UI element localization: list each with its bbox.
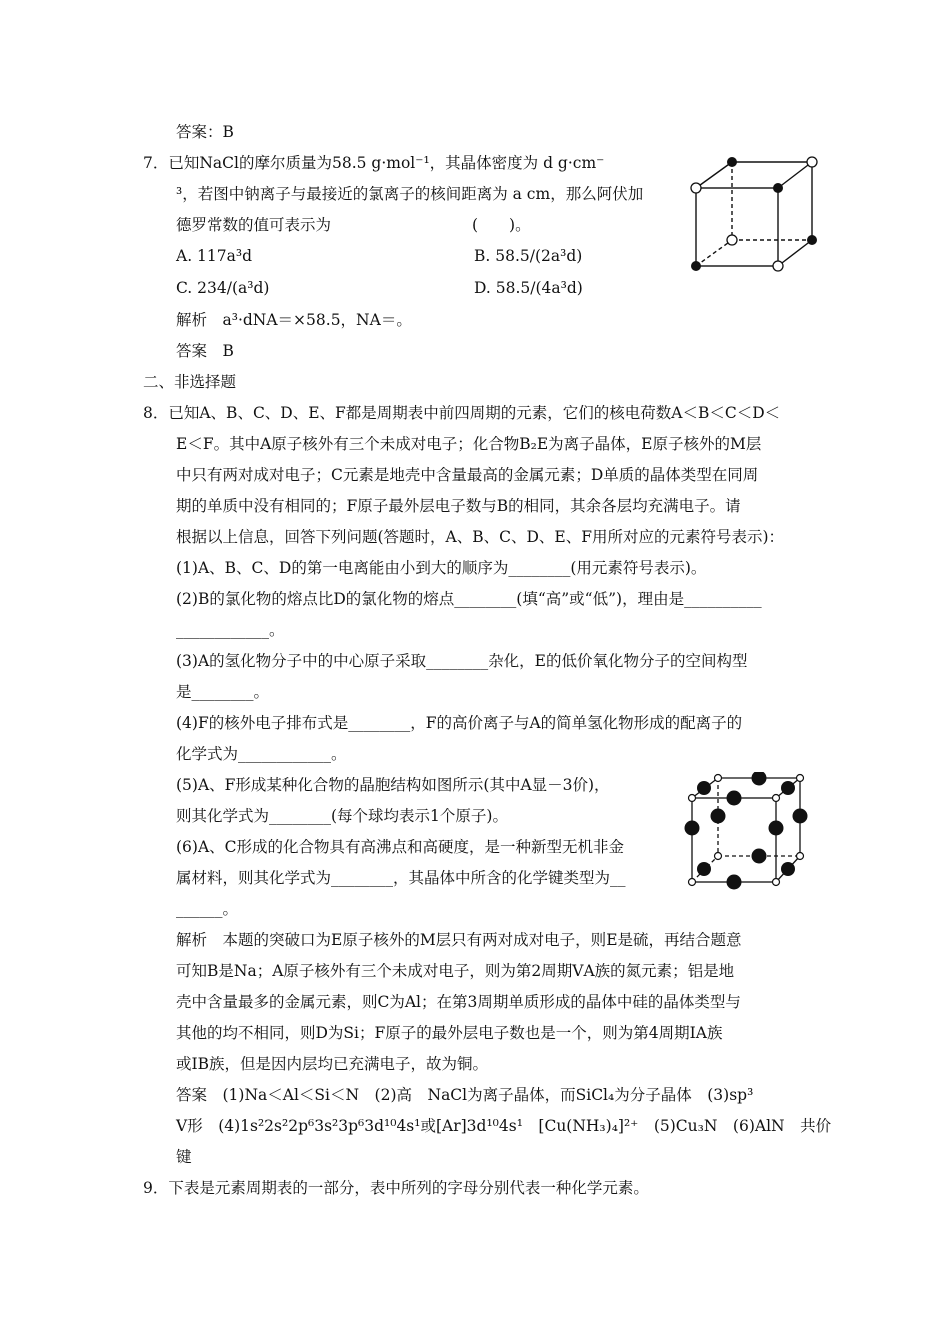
edge-atom bbox=[727, 791, 742, 806]
edge-atom bbox=[711, 809, 726, 824]
q8-analysis-line: 壳中含量最多的金属元素，则C为Al；在第3周期单质形成的晶体中硅的晶体类型与 bbox=[176, 993, 741, 1011]
q8-part5: (5)A、F形成某种化合物的晶胞结构如图所示(其中A显－3价)， bbox=[176, 776, 610, 794]
q8-answer-line: V形 (4)1s²2s²2p⁶3s²3p⁶3d¹⁰4s¹或[Ar]3d¹⁰4s¹ [Cu(NH₃)₄]²⁺ (5)Cu₃N (6)AlN 共价 bbox=[176, 1117, 832, 1135]
edge-atom bbox=[752, 849, 767, 864]
q8-intro-line: 根据以上信息，回答下列问题(答题时，A、B、C、D、E、F用所对应的元素符号表示)： bbox=[176, 528, 785, 546]
q8-intro-line: E＜F。其中A原子核外有三个未成对电子；化合物B₂E为离子晶体，E原子核外的M层 bbox=[176, 435, 762, 453]
edge-atom bbox=[752, 772, 767, 786]
corner-atom bbox=[797, 775, 804, 782]
q8-part5-cont: 则其化学式为________(每个球均表示1个原子)。 bbox=[176, 807, 508, 825]
q8-part1: (1)A、B、C、D的第一电离能由小到大的顺序为________(用元素符号表示)。 bbox=[176, 559, 707, 577]
q8-part6: (6)A、C形成的化合物具有高沸点和高硬度，是一种新型无机非金 bbox=[176, 838, 625, 856]
corner-atom bbox=[689, 879, 696, 886]
q8-analysis-line: 可知B是Na；A原子核外有三个未成对电子，则为第2周期ⅤA族的氮元素；铝是地 bbox=[176, 962, 735, 980]
q8-intro-line: 8．已知A、B、C、D、E、F都是周期表中前四周期的元素，它们的核电荷数A＜B＜C＜D＜ bbox=[143, 404, 781, 422]
q8-part2: (2)B的氯化物的熔点比D的氯化物的熔点________(填“高”或“低”)，理由是__________ bbox=[176, 590, 762, 608]
q7-line1: 7．已知NaCl的摩尔质量为58.5 g·mol⁻¹，其晶体密度为 d g·cm⁻ bbox=[143, 154, 605, 172]
edge-atom bbox=[769, 821, 784, 836]
q7-analysis: 解析 a³·dNA＝×58.5，NA＝。 bbox=[176, 311, 412, 329]
corner-atom bbox=[715, 853, 722, 860]
q9-line1: 9．下表是元素周期表的一部分，表中所列的字母分别代表一种化学元素。 bbox=[143, 1179, 649, 1197]
edge-atom bbox=[781, 862, 795, 876]
q7-option-b: B. 58.5/(2a³d) bbox=[474, 247, 583, 265]
edge-atom bbox=[781, 781, 795, 795]
q8-part3: (3)A的氢化物分子中的中心原子采取________杂化，E的低价氧化物分子的空间构型 bbox=[176, 652, 748, 670]
edge-atom bbox=[793, 809, 808, 824]
ion-sphere bbox=[727, 157, 737, 167]
q8-part2-cont: ____________。 bbox=[176, 621, 285, 639]
corner-atom bbox=[773, 879, 780, 886]
ion-sphere bbox=[773, 183, 783, 193]
q8-analysis-line: 其他的均不相同，则D为Si；F原子的最外层电子数也是一个，则为第4周期ⅠA族 bbox=[176, 1024, 723, 1042]
q8-part4-cont: 化学式为____________。 bbox=[176, 745, 347, 763]
q8-part6-cont2: ______。 bbox=[176, 900, 239, 918]
q7-blank: ( )。 bbox=[472, 216, 531, 234]
q8-analysis-line: 或ⅠB族，但是因内层均已充满电子，故为铜。 bbox=[176, 1055, 489, 1073]
q8-part6-cont: 属材料，则其化学式为________，其晶体中所含的化学键类型为__ bbox=[176, 869, 626, 887]
edge-atom bbox=[697, 862, 711, 876]
q8-analysis-line: 解析 本题的突破口为E原子核外的M层只有两对成对电子，则E是硫，再结合题意 bbox=[176, 931, 742, 949]
corner-atom bbox=[689, 795, 696, 802]
corner-atom bbox=[797, 853, 804, 860]
q8-intro-line: 期的单质中没有相同的；F原子最外层电子数与B的相同，其余各层均充满电子。请 bbox=[176, 497, 741, 515]
q8-intro-line: 中只有两对成对电子；C元素是地壳中含量最高的金属元素；D单质的晶体类型在同周 bbox=[176, 466, 759, 484]
q8-answer-line: 键 bbox=[176, 1148, 192, 1166]
q8-part3-cont: 是________。 bbox=[176, 683, 270, 701]
nacl-cube-figure bbox=[686, 150, 822, 275]
edge-atom bbox=[727, 875, 742, 890]
q7-option-d: D. 58.5/(4a³d) bbox=[474, 279, 583, 297]
edge-atom bbox=[697, 781, 711, 795]
q8-answer-line: 答案 (1)Na＜Al＜Si＜N (2)高 NaCl为离子晶体，而SiCl₄为分子晶体 (3)sp³ bbox=[176, 1086, 754, 1104]
ion-sphere bbox=[691, 183, 701, 193]
q7-option-c: C. 234/(a³d) bbox=[176, 279, 270, 297]
corner-atom bbox=[715, 775, 722, 782]
ion-sphere bbox=[691, 261, 701, 271]
q8-part4: (4)F的核外电子排布式是________，F的高价离子与A的简单氢化物形成的配离子的 bbox=[176, 714, 743, 732]
q6-answer: 答案：B bbox=[176, 123, 234, 141]
q7-line2: ³，若图中钠离子与最接近的氯离子的核间距离为 a cm，那么阿伏加 bbox=[176, 185, 644, 203]
ion-sphere bbox=[727, 235, 737, 245]
q7-answer: 答案 B bbox=[176, 342, 234, 360]
edge-atom bbox=[685, 821, 700, 836]
q7-line3: 德罗常数的值可表示为 bbox=[176, 216, 332, 234]
q7-option-a: A. 117a³d bbox=[176, 247, 253, 265]
section-2-title: 二、非选择题 bbox=[143, 373, 237, 391]
corner-atom bbox=[773, 795, 780, 802]
ion-sphere bbox=[773, 261, 783, 271]
ion-sphere bbox=[807, 235, 817, 245]
cu3n-cell-figure bbox=[684, 772, 810, 890]
ion-sphere bbox=[807, 157, 817, 167]
